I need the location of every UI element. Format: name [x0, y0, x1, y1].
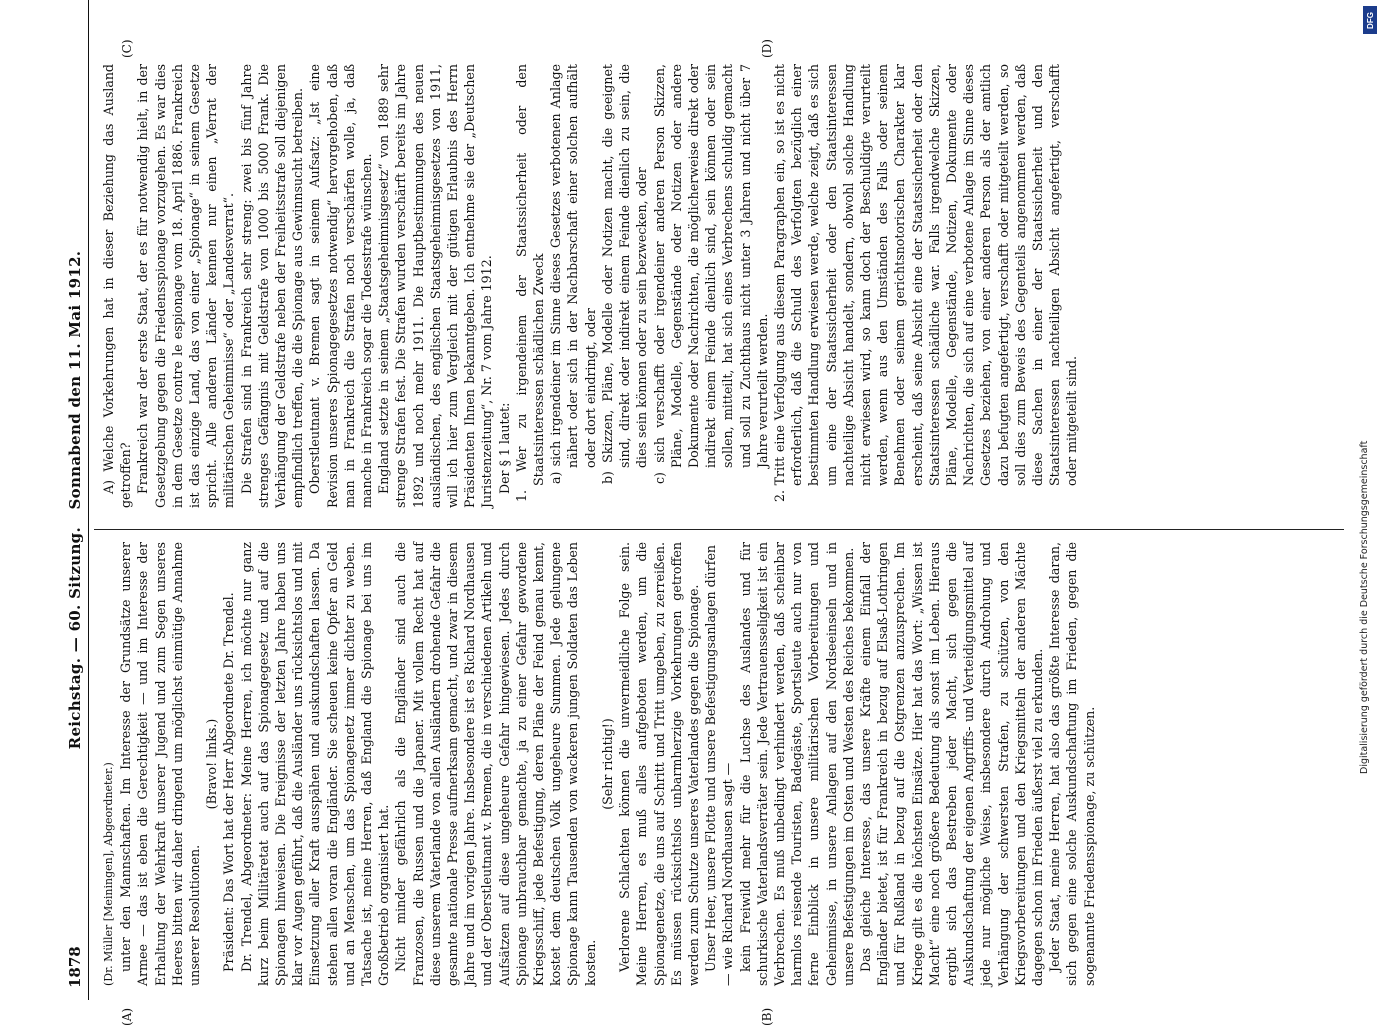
section-heading: A) Welche Vorkehrungen hat in dieser Beziehung das Ausland getroffen?	[101, 64, 134, 508]
header-title-left: Reichstag. — 60. Sitzung.	[66, 527, 84, 750]
law-subitem: a) sich irgendeiner im Sinne dieses Gesetzes verbotenen Anlage nähert oder sich in der Nachbarschaft einer solchen aufhält oder dort eindringt, oder	[548, 64, 598, 484]
header-title	[66, 0, 84, 1000]
paragraph: Die Strafen sind in Frankreich sehr streng: zwei bis fünf Jahre strenges Gefängnis mit Geldstrafe von 1000 bis 5000 Frank. Die Verhängung der Geldstrafe neben der Freiheitsstrafe soll diejenigen empfindlich treffen, die die Spionage aus Gewinnsucht betreiben.	[238, 64, 306, 508]
paragraph: Jeder Staat, meine Herren, hat also das größte Interesse daran, sich gegen eine solche Auskundschaftung im Frieden, gegen die sogenannte Friedensspionage, zu schützen.	[1047, 542, 1097, 986]
column-left	[100, 542, 1098, 986]
page-number: 1878	[66, 946, 84, 988]
dfg-logo	[1363, 6, 1377, 34]
digitization-credit	[1359, 11, 1379, 774]
header-title-right: Sonnabend den 11. Mai 1912.	[66, 250, 84, 510]
paragraph: Unser Heer, unsere Flotte und unsere Befestigungsanlagen dürfen	[703, 544, 719, 972]
margin-marker-a: (A)	[120, 1007, 134, 1026]
credit-text: Digitalisierung gefördert durch die Deutsche Forschungsgemeinschaft	[1359, 440, 1370, 774]
column-right	[100, 64, 1081, 508]
law-item: 1. Wer zu irgendeinem der Staatssicherheit oder den Staatsinteressen schädlichen Zweck	[513, 64, 547, 502]
paragraph: Oberstleutnant v. Bremen sagt in seinem Aufsatz: „Ist eine Revision unseres Spionagegesetzes notwendig“ hervorgehoben, daß man in Frankreich die Strafen noch verschärfen wolle, ja, daß manche in Frankreich sogar die Todesstrafe wünschen.	[307, 64, 375, 508]
paragraph: England setzte in seinem „Staatsgeheimnisgesetz“ von 1889 sehr strenge Strafen fest. Die Strafen wurden verschärft bereits im Jahre 1892 und noch mehr 1911. Die Hauptbestimmungen des neuen ausländischen, des englischen Staatsgeheimnisgesetzes von 1911, will ich hier zum Vergleich mit der gütigen Erlaubnis des Herrn Präsidenten Ihnen bekanntgeben. Ich entnehme sie der „Deutschen Juristenzeitung“, Nr. 7 vom Jahre 1912.	[376, 64, 495, 508]
column-divider	[94, 529, 1344, 530]
margin-marker-b: (B)	[760, 1007, 774, 1026]
paragraph: unter den Mannschaften. Im Interesse der Grundsätze unserer Armee — das ist eben die Gerechtigkeit — und im Interesse der Erhaltung der Wehrkraft unserer Jugend und zum Segen unseres Heeres bitten wir daher dringend um möglichst einmütige Annahme unserer Resolutionen.	[118, 542, 203, 986]
speaker-note: (Dr. Müller [Meiningen], Abgeordneter.)	[102, 762, 115, 986]
margin-marker-c: (C)	[120, 39, 134, 58]
applause-note: (Bravo! links.)	[204, 718, 220, 810]
page-header	[60, 0, 89, 1000]
quote-paragraph: kein Freiwild mehr für die Luchse des Auslandes und für schurkische Vaterlandsverräter sein. Jede Vertrauensseligkeit ist ein Verbrechen. Es muß unbedingt verhindert werden, daß scheinbar harmlos reisende Touristen, Badegäste, Sportsleute auch nur von ferne Einblick in unsere militärischen Vorbereitungen und Geheimnisse, in unsere Anlagen auf den Nordseeinseln und in unsere Befestigungen im Osten und Westen des Reiches bekommen.	[737, 542, 856, 986]
president-statement: Präsident: Das Wort hat der Herr Abgeordnete Dr. Trendel.	[221, 592, 237, 972]
law-item: 2. Tritt eine Verfolgung aus diesem Paragraphen ein, so ist es nicht erforderlich, daß die Schuld des Verfolgten bezüglich einer bestimmten Handlung erwiesen werde, welche zeigt, daß es sich um eine der Staatssicherheit oder den Staatsinteressen nachteilige Absicht handelt, sondern, obwohl solche Handlung nicht erwiesen wird, so kann doch der Beschuldigte verurteilt werden, wenn aus den Umständen des Falls oder seinem Benehmen oder seinem gerichtsnotorischen Charakter klar erscheint, daß seine Absicht eine der Staatssicherheit oder den Staatsinteressen schädliche war. Falls irgendwelche Skizzen, Pläne, Modelle, Gegenstände, Notizen, Dokumente oder Nachrichten, die sich auf eine verbotene Anlage im Sinne dieses Gesetzes beziehen, von einer anderen Person als der amtlich dazu befugten angefertigt, verschafft oder mitgeteilt werden, so soll dies zum Beweis des Gegenteils angenommen werden, daß diese Sachen in einer der Staatssicherheit und den Staatsinteressen nachteiligen Absicht angefertigt, verschafft oder mitgeteilt sind.	[771, 64, 1080, 502]
paragraph: Nicht minder gefährlich als die Engländer sind auch die Franzosen, die Russen und die Japaner. Mit vollem Recht hat auf diese unserem Vaterlande von allen Ausländern drohende Gefahr die gesamte nationale Presse aufmerksam gemacht, und zwar in diesem Jahre und im vorigen Jahre. Insbesondere ist es Richard Nordhausen und der Oberstleutnant v. Bremen, die in verschiedenen Artikeln und Aufsätzen auf diese ungeheure Gefahr hingewiesen. Jedes durch Spionage unbrauchbar gemachte, ja zu einer Gefahr gewordene Kriegsschiff, jede Befestigung, deren Pläne der Feind genau kennt, kostet dem deutschen Volk ungeheure Summen. Jede gelungene Spionage kann Tausenden von wackeren jungen Soldaten das Leben kosten.	[393, 542, 598, 986]
paragraph: Der § 1 lautet:	[496, 402, 512, 494]
law-subitem: c) sich verschafft oder irgendeiner anderen Person Skizzen, Pläne, Modelle, Gegenstände oder Notizen oder andere Dokumente oder Nachrichten, die möglicherweise direkt oder indirekt einem Feinde dienlich sind, sein können oder sein sollen, mitteilt, hat sich eines Verbrechens schuldig gemacht und soll zu Zuchthaus nicht unter 3 Jahren und nicht über 7 Jahre verurteilt werden.	[651, 64, 770, 484]
rotated-page	[60, 0, 1360, 1026]
law-subitem: b) Skizzen, Pläne, Modelle oder Notizen macht, die geeignet sind, direkt oder indirekt einem Feinde dienlich zu sein, die dies sein können oder zu sein bezwecken, oder	[599, 64, 650, 484]
paragraph: Dr. Trendel, Abgeordneter: Meine Herren, ich möchte nur ganz kurz beim Militäretat auch auf das Spionagegesetz und auf die Spionagen hinweisen. Die Ereignisse der letzten Jahre haben uns klar vor Augen geführt, daß die Ausländer uns rücksichtslos und mit Einsetzung aller Kraft ausspähen und auskundschaften lassen. Da stehen allen voran die Engländer. Sie scheuen keine Opfer an Geld und an Menschen, um das Spionagenetz immer dichter zu weben. Tatsache ist, meine Herren, daß England die Spionage bei uns im Großbetrieb organisiert hat.	[238, 542, 392, 986]
dfg-logo-text: DFG	[1365, 11, 1375, 29]
interjection: (Sehr richtig!)	[599, 718, 615, 810]
paragraph: Verlorene Schlachten können die unvermeidliche Folge sein. Meine Herren, es muß alles aufgeboten werden, um die Spionagenetze, die uns auf Schritt und Tritt umgeben, zu zerreißen. Es müssen rücksichtslos unbarmherzige Vorkehrungen getroffen werden zum Schutze unseres Vaterlandes gegen die Spionage.	[617, 542, 701, 986]
margin-marker-d: (D)	[760, 39, 774, 58]
paragraph: Frankreich war der erste Staat, der es für notwendig hielt, in der Gesetzgebung gegen die Friedensspionage vorzugehen. Es war dies in dem Gesetze contre le espionage vom 18. April 1886. Frankreich ist das einzige Land, das von einer „Spionage“ in seinem Gesetze spricht. Alle anderen Länder kennen nur einen „Verrat der militärischen Geheimnisse“ oder „Landesverrat“.	[135, 64, 237, 508]
paragraph: Das gleiche Interesse, das unsere Kräfte einem Einfall der Engländer bietet, ist für Frankreich in bezug auf Elsaß-Lothringen und für Rußland in bezug auf die Ostgrenzen anzusprechen. Im Kriege gilt es die höchsten Einsätze. Hier hat das Wort: „Wissen ist Macht“ eine noch größere Bedeutung als sonst im Leben. Hieraus ergibt sich das Bestreben jeder Macht, sich gegen die Auskundschaftung der eigenen Angriffs- und Verteidigungsmittel auf jede nur mögliche Weise, insbesondere durch Androhung und Verhängung der schwersten Strafen, zu schützen, von den Kriegsvorbereitungen und den Kriegsmitteln der anderen Mächte dagegen schon im Frieden äußerst viel zu erkunden.	[857, 542, 1045, 986]
quote-attribution: — wie Richard Nordhausen sagt —	[720, 762, 736, 986]
